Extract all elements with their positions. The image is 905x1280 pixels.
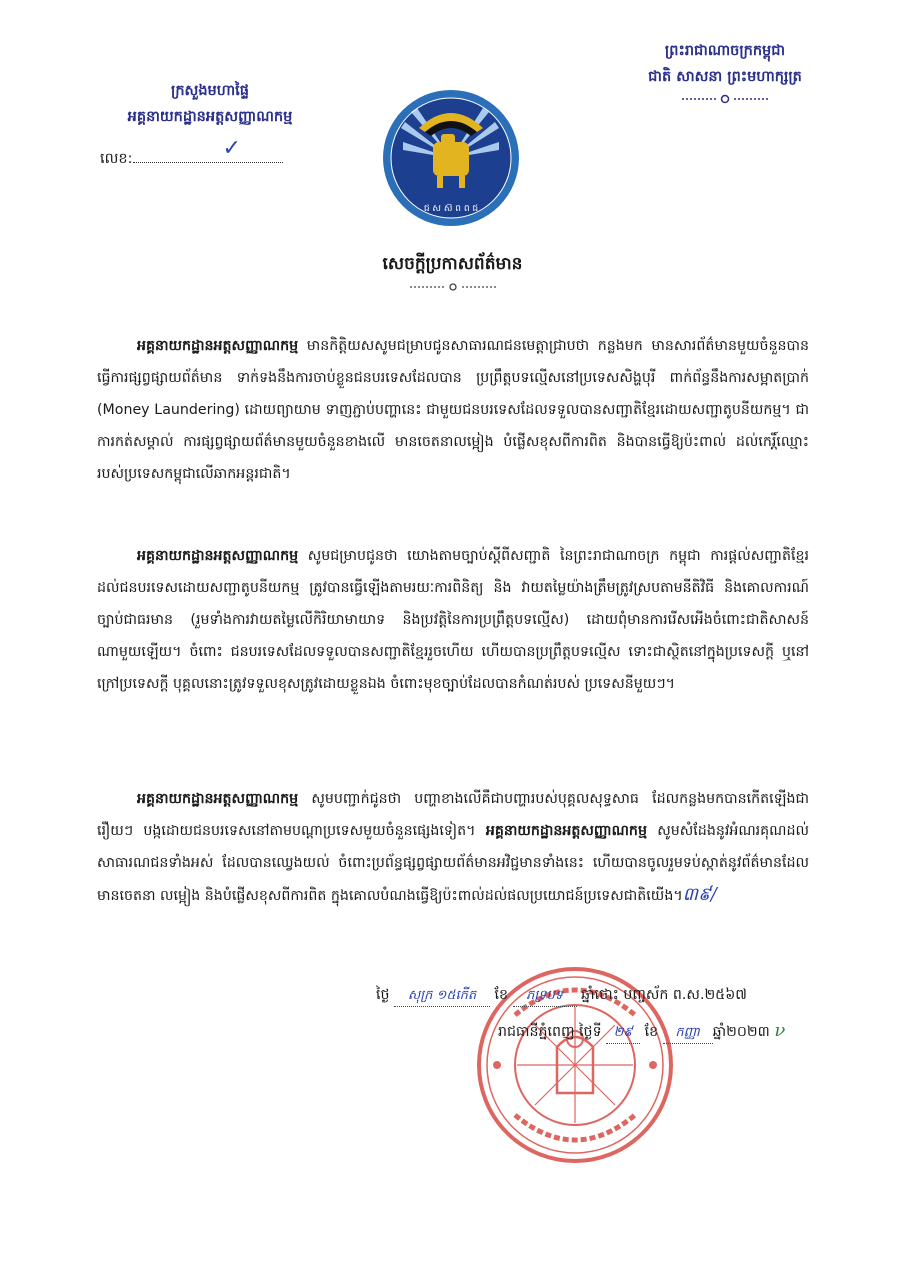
ornament-divider-icon	[680, 94, 770, 104]
lunar-month-value: ភទ្របទ	[513, 987, 577, 1007]
solar-year: ឆ្នាំ២០២៣	[712, 1024, 770, 1040]
lunar-era: បញ្ចស័ក ព.ស.២៥៦៧	[623, 987, 747, 1003]
lunar-month-label: ខែ	[494, 987, 509, 1003]
solar-month-label: ខែ	[644, 1024, 659, 1040]
reference-dotted-line	[133, 136, 283, 163]
solar-place: រាជធានីភ្នំពេញ ថ្ងៃទី	[498, 1024, 602, 1040]
lunar-year-label: ឆ្នាំថោះ	[581, 987, 619, 1003]
paragraph-3-text: សូមបញ្ជាក់ជូនថា បញ្ហាខាងលើគឺជាបញ្ហារបស់បុគ្គលសុទ្ធសាធ ដែលកន្លងមកបានកើតឡើងជារឿយៗ បង្កដោយជនបរទេសនៅតាមបណ្តាប្រទេសមួយចំនួនផ្សេងទៀត។	[97, 791, 809, 839]
solar-day-value: ២៩	[606, 1024, 640, 1044]
solar-date-line	[498, 1020, 858, 1044]
solar-handmark: ν	[774, 1020, 786, 1041]
paragraph-1	[97, 330, 809, 490]
kingdom-header	[590, 38, 860, 104]
paragraph-1-lead: អគ្គនាយកដ្ឋានអត្តសញ្ញាណកម្ម	[137, 338, 299, 354]
reference-label: លេខ:	[100, 151, 133, 167]
lunar-day-label: ថ្ងៃ	[376, 987, 390, 1003]
lunar-date-line	[376, 985, 838, 1007]
reference-number	[100, 136, 283, 171]
emblem-inscription: ជ ស ស៊ ព ព ជ	[423, 204, 479, 214]
lunar-day-value: សុក្រ ១៥កើត	[394, 987, 490, 1007]
title-ornament-icon	[408, 282, 498, 292]
paragraph-3-text-2: សូមសំដែងនូវអំណរគុណដល់សាធារណជនទាំងអស់ ដែលបានឈ្វេងយល់ ចំពោះប្រព័ន្ធផ្សព្វផ្សាយព័ត៌មានអវិជ្ជមានទាំងនេះ ហើយបានចូលរួមទប់ស្កាត់នូវព័ត៌មានដែលមានចេតនា លម្អៀង និងបំផ្លើសខុសពីការពិត ក្នុងគោលបំណងធ្វើឱ្យប៉ះពាល់ដល់ផលប្រយោជន៍ប្រទេសជាតិយើង។	[97, 823, 809, 904]
department-name: អគ្គនាយកដ្ឋានអត្តសញ្ញាណកម្ម	[127, 109, 293, 125]
paragraph-3-lead: អគ្គនាយកដ្ឋានអត្តសញ្ញាណកម្ម	[137, 791, 299, 807]
paragraph-2	[97, 540, 809, 700]
national-motto: ជាតិ សាសនា ព្រះមហាក្សត្រ	[648, 69, 802, 85]
handwritten-initial-mark: ៣៩/	[682, 884, 717, 905]
paragraph-1-text: មានកិត្តិយសសូមជម្រាបជូនសាធារណជនមេត្តាជ្រាបថា កន្លងមក មានសារព័ត៌មានមួយចំនួនបានធ្វើការផ្សព្វផ្សាយព័ត៌មាន ទាក់ទងនឹងការចាប់ខ្លួនជនបរទេសដែលបាន ប្រព្រឹត្តបទល្មើសនៅប្រទេសសិង្ហបុរី ពាក់ព័ន្ធនឹងការសម្អាតប្រាក់ (Money Laundering) ដោយព្យាយាម ទាញភ្ជាប់បញ្ហានេះ ជាមួយជនបរទេសដែលទទួលបានសញ្ជាតិខ្មែរដោយសញ្ជាតូបនីយកម្ម។ ជាការកត់សម្គាល់ ការផ្សព្វផ្សាយព័ត៌មានមួយចំនួនខាងលើ មានចេតនាលម្អៀង បំផ្លើសខុសពីការពិត និងបានធ្វើឱ្យប៉ះពាល់ ដល់កេរ្តិ៍ឈ្មោះរបស់ប្រទេសកម្ពុជាលើឆាកអន្តរជាតិ។	[97, 338, 809, 482]
solar-month-value: កញ្ញា	[663, 1024, 713, 1044]
paragraph-3-lead-2: អគ្គនាយកដ្ឋានអត្តសញ្ញាណកម្ម	[485, 823, 647, 839]
kingdom-name: ព្រះរាជាណាចក្រកម្ពុជា	[664, 43, 786, 59]
paragraph-2-lead: អគ្គនាយកដ្ឋានអត្តសញ្ញាណកម្ម	[137, 548, 299, 564]
title-text: សេចក្តីប្រកាសព័ត៌មាន	[382, 254, 523, 274]
paragraph-2-text: សូមជម្រាបជូនថា យោងតាមច្បាប់ស្តីពីសញ្ជាតិ នៃព្រះរាជាណាចក្រ កម្ពុជា ការផ្តល់សញ្ជាតិខ្មែរដល់ជនបរទេសដោយសញ្ជាតូបនីយកម្ម ត្រូវបានធ្វើឡើងតាមរយៈការពិនិត្យ និង វាយតម្លៃយ៉ាងត្រឹមត្រូវស្របតាមនីតិវិធី និងគោលការណ៍ច្បាប់ជាធរមាន (រួមទាំងការវាយតម្លៃលើកិរិយាមាយាទ និងប្រវត្តិនៃការប្រព្រឹត្តបទល្មើស) ដោយពុំមានការរើសអើងចំពោះជាតិសាសន៍ណាមួយឡើយ។ ចំពោះ ជនបរទេសដែលទទួលបានសញ្ជាតិខ្មែររួចហើយ ហើយបានប្រព្រឹត្តបទល្មើស ទោះជាស្ថិតនៅក្នុងប្រទេសក្តី ឬនៅក្រៅប្រទេសក្តី បុគ្គលនោះត្រូវទទួលខុសត្រូវដោយខ្លួនឯង ចំពោះមុខច្បាប់ដែលបានកំណត់របស់ ប្រទេសនីមួយៗ។	[97, 548, 809, 692]
ministry-name: ក្រសួងមហាផ្ទៃ	[171, 83, 249, 99]
checkmark-icon: ✓	[222, 136, 241, 161]
ministry-header	[95, 78, 325, 130]
page-title	[0, 253, 905, 292]
paragraph-3	[97, 783, 809, 912]
